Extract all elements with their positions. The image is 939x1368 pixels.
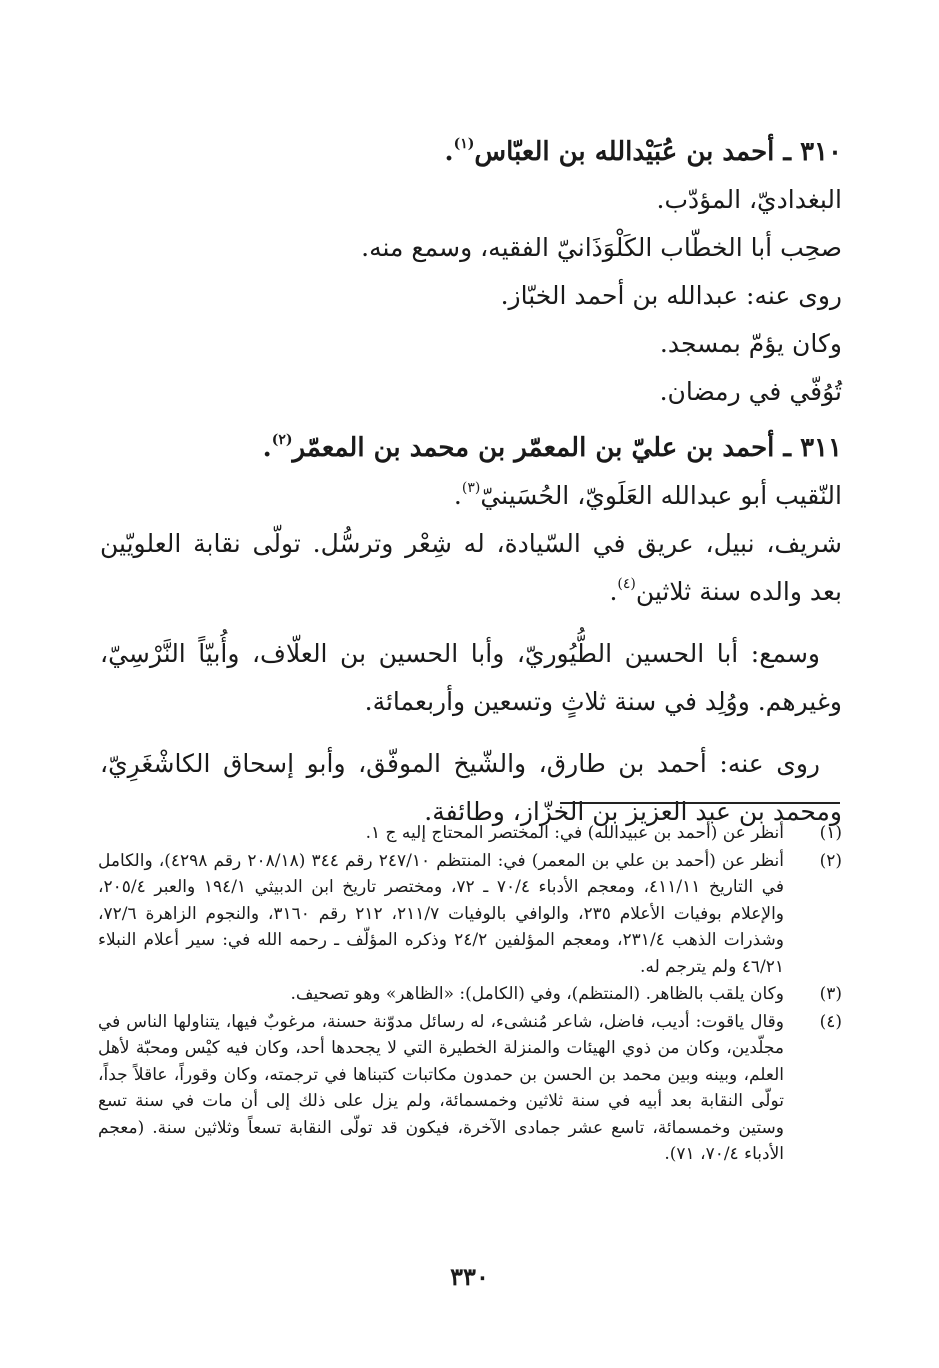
footnote-text: وقال ياقوت: أديب، فاضل، شاعر مُنشىء، له رسائل مدوّنة حسنة، مرغوبٌ فيها، يتناولها الناس في مجلّدين، وكان من ذوي الهيئات والمنزلة الخطيرة التي لا يجحدها أحد، وكان فيه كيْس ومحبّة لأهل العلم، وبينه وبين محمد بن الحسن بن حمدون مكاتبات كتبناها في ترجمته، وكان وقوراً، عاقلاً جداً، تولّى النقابة بعد أبيه في سنة ثلاثين وخمسمائة، ولم يزل على ذلك إلى أن مات في سنة تسع وستين وخمسمائة، تاسع عشر جمادى الآخرة، فيكون قد تولّى النقابة تسعاً وثلاثين سنة. (معجم الأدباء ٧٠/٤، ٧١). [98, 1011, 784, 1164]
footnote [98, 820, 842, 847]
entry-311-paragraph-3: روى عنه: أحمد بن طارق، والشّيخ الموفّق، وأبو إسحاق الكاشْغَرِيّ، ومحمد بن عبد العزيز بن الخزّاز، وطائفة. [100, 749, 842, 826]
entry-311-subtitle-end: . [453, 481, 462, 510]
entry-310-title-end: . [444, 137, 454, 167]
entry-311-paragraph-2: وسمع: أبا الحسين الطُّيُوريّ، وأبا الحسين بن العلّاف، وأُبيّاً النَّرْسِيّ، وغيرهم. ووُلِد في سنة ثلاثٍ وتسعين وأربعمائة. [100, 639, 842, 716]
entry-310-line: روى عنه: عبدالله بن أحمد الخبّاز. [500, 281, 842, 310]
entry-310-title [100, 128, 842, 176]
footnote [98, 848, 842, 981]
footnote-number: (٤) [819, 1011, 842, 1032]
footnote-number: (١) [819, 823, 842, 843]
main-text [100, 128, 842, 836]
footnote [98, 981, 842, 1008]
footnote-ref-4[interactable]: (٤) [617, 576, 636, 592]
entry-310-line: صحِب أبا الخطّاب الكَلْوَذَانيّ الفقيه، وسمع منه. [361, 233, 842, 262]
entry-311-heading: ٣١١ ـ أحمد بن عليّ بن المعمّر بن محمد بن المعمّر [292, 433, 842, 463]
entry-310-line: تُوُفّي في رمضان. [659, 377, 842, 406]
footnote [98, 1009, 842, 1168]
footnote-ref-1[interactable]: (١) [453, 136, 475, 152]
entry-310-line: البغداديّ، المؤدّب. [656, 185, 842, 214]
footnote-number: (٢) [819, 850, 842, 871]
entry-311-subtitle-text: النّقيب أبو عبدالله العَلَويّ، الحُسَينيّ [480, 481, 842, 510]
entry-310-line: وكان يؤمّ بمسجد. [659, 329, 842, 358]
footnotes [98, 820, 842, 1169]
footnote-text: وكان يلقب بالظاهر. (المنتظم)، وفي (الكامل): «الظاهر» وهو تصحيف. [290, 984, 784, 1004]
page-number: ٣٣٠ [450, 1262, 489, 1291]
entry-311-title-end: . [262, 433, 272, 463]
footnote-number: (٣) [819, 984, 842, 1004]
entry-311-subtitle [100, 472, 842, 520]
entry-311-paragraph-1-end: . [609, 577, 618, 606]
footnote-text: أنظر عن (أحمد بن عبيدالله) في: المختصر المحتاج إليه ج ١. [365, 823, 784, 843]
footnote-ref-3[interactable]: (٣) [461, 480, 481, 496]
footnote-divider [560, 802, 840, 804]
entry-311-paragraph-1-text: شريف، نبيل، عريق في السّيادة، له شِعْر وترسُّل. تولّى نقابة العلويّين بعد والده سنة ثلاثين [100, 529, 842, 606]
footnote-text: أنظر عن (أحمد بن علي بن المعمر) في: المنتظم ٢٤٧/١٠ رقم ٣٤٤ (٢٠٨/١٨ رقم ٤٢٩٨)، والكامل في التاريخ ٤١١/١١، ومعجم الأدباء ٧٠/٤ ـ ٧٢، ومختصر تاريخ ابن الدبيثي ١٩٤/١ والعبر ٢٠٥/٤، والإعلام بوفيات الأعلام ٢٣٥، والوافي بالوفيات ٢١١/٧، ٢١٢ رقم ٣١٦٠، والنجوم الزاهرة ٧٢/٦، وشذرات الذهب ٢٣١/٤، ومعجم المؤلفين ٢٤/٢ وذكره المؤلّف ـ رحمه الله في: سير أعلام النبلاء ٤٦/٢١ ولم يترجم له. [98, 850, 785, 977]
entry-311-paragraph-1 [100, 520, 842, 616]
entry-311-title [100, 424, 842, 472]
entry-310-heading: ٣١٠ ـ أحمد بن عُبَيْدالله بن العبّاس [474, 137, 842, 167]
footnote-ref-2[interactable]: (٢) [271, 432, 293, 448]
